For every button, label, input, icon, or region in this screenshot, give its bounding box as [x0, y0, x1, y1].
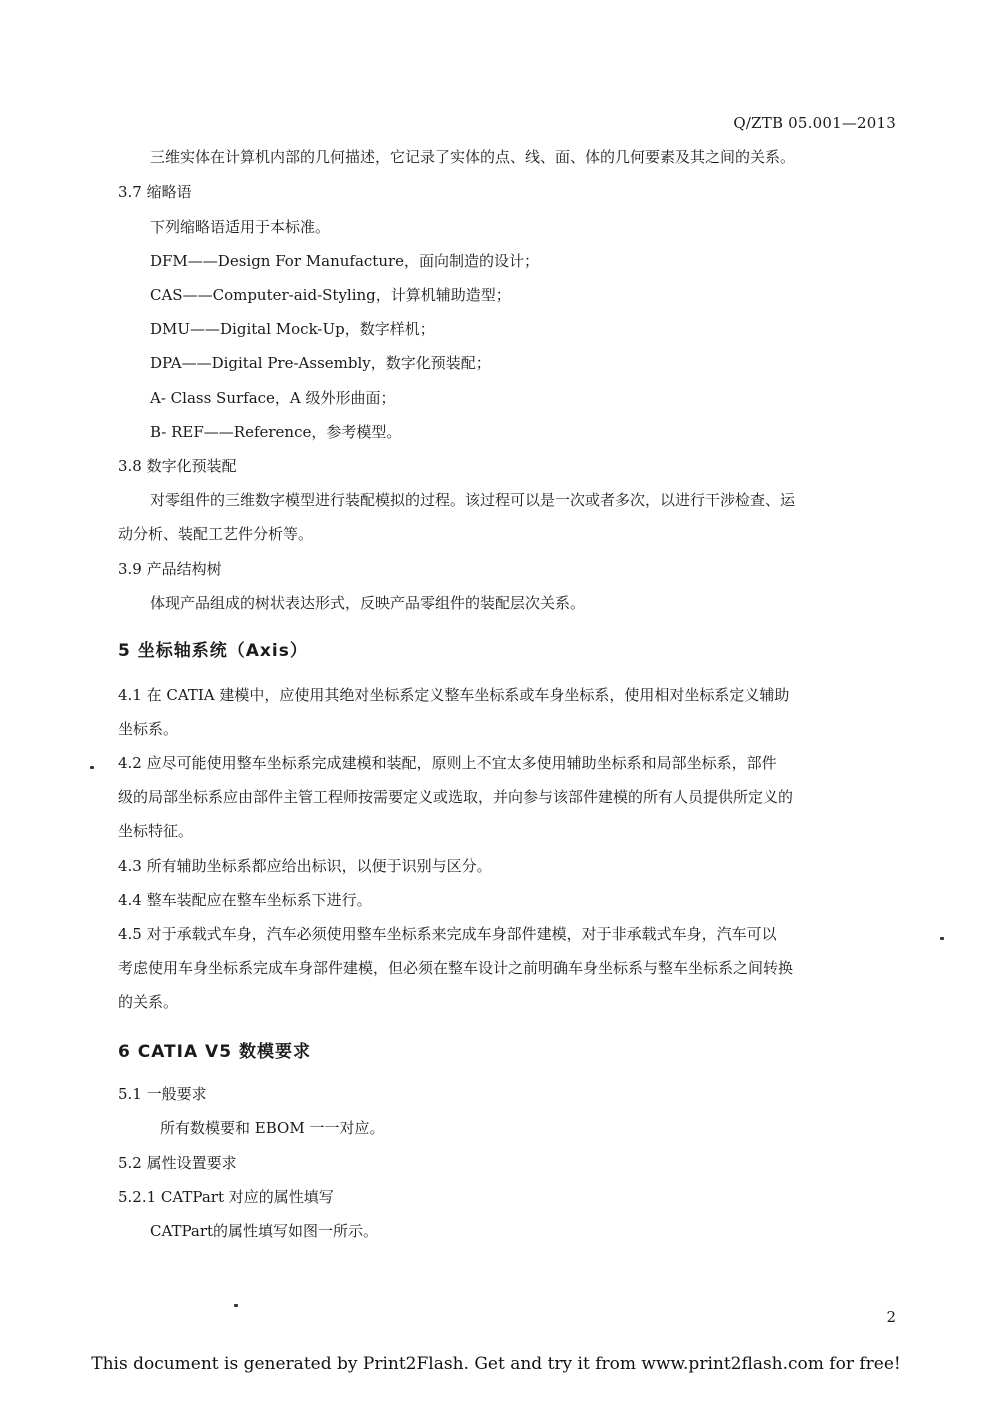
paragraph-line: CATPart的属性填写如图一所示。 — [150, 1222, 379, 1240]
paragraph-line: 动分析、装配工艺件分析等。 — [118, 525, 314, 543]
scan-speck — [940, 937, 944, 940]
paragraph-line: 下列缩略语适用于本标准。 — [150, 218, 331, 236]
paragraph-line: 4.2 应尽可能使用整车坐标系完成建模和装配，原则上不宜太多使用辅助坐标系和局部坐标系，部件 — [118, 754, 777, 772]
section-heading-5-2: 5.2 属性设置要求 — [118, 1154, 237, 1172]
paragraph-line: 体现产品组成的树状表达形式，反映产品零组件的装配层次关系。 — [150, 594, 586, 612]
section-heading-5-1: 5.1 一般要求 — [118, 1085, 207, 1103]
abbreviation-dmu: DMU——Digital Mock-Up，数字样机； — [150, 320, 435, 338]
paragraph-line: 的关系。 — [118, 993, 179, 1011]
paragraph-line: 对零组件的三维数字模型进行装配模拟的过程。该过程可以是一次或者多次，以进行干涉检查、运 — [150, 491, 796, 509]
abbreviation-b-ref: B- REF——Reference，参考模型。 — [150, 423, 402, 441]
abbreviation-dpa: DPA——Digital Pre-Assembly，数字化预装配； — [150, 354, 491, 372]
chapter-heading-axis: 5 坐标轴系统（Axis） — [118, 641, 308, 661]
abbreviation-dfm: DFM——Design For Manufacture，面向制造的设计； — [150, 252, 540, 270]
paragraph-line: 三维实体在计算机内部的几何描述，它记录了实体的点、线、面、体的几何要素及其之间的关系。 — [150, 148, 796, 166]
scan-speck — [90, 766, 94, 769]
scan-speck — [234, 1304, 238, 1307]
paragraph-line: 坐标系。 — [118, 720, 179, 738]
section-heading-3-8: 3.8 数字化预装配 — [118, 457, 237, 475]
abbreviation-cas: CAS——Computer-aid-Styling，计算机辅助造型； — [150, 286, 511, 304]
page-number: 2 — [886, 1308, 896, 1326]
chapter-heading-catia: 6 CATIA V5 数模要求 — [118, 1042, 311, 1062]
paragraph-line: 级的局部坐标系应由部件主管工程师按需要定义或选取，并向参与该部件建模的所有人员提供所定义的 — [118, 788, 794, 806]
paragraph-line: 4.3 所有辅助坐标系都应给出标识，以便于识别与区分。 — [118, 857, 492, 875]
paragraph-line: 4.1 在 CATIA 建模中，应使用其绝对坐标系定义整车坐标系或车身坐标系，使用相对坐标系定义辅助 — [118, 686, 790, 704]
paragraph-line: 4.5 对于承载式车身，汽车必须使用整车坐标系来完成车身部件建模，对于非承载式车身，汽车可以 — [118, 925, 777, 943]
paragraph-line: 考虑使用车身坐标系完成车身部件建模，但必须在整车设计之前明确车身坐标系与整车坐标系之间转换 — [118, 959, 794, 977]
section-heading-3-7: 3.7 缩略语 — [118, 183, 192, 201]
paragraph-line: 4.4 整车装配应在整车坐标系下进行。 — [118, 891, 372, 909]
section-heading-3-9: 3.9 产品结构树 — [118, 560, 222, 578]
abbreviation-a-class: A- Class Surface，A 级外形曲面； — [150, 389, 396, 407]
paragraph-line: 所有数模要和 EBOM 一一对应。 — [160, 1119, 385, 1137]
document-code: Q/ZTB 05.001—2013 — [733, 114, 896, 132]
section-heading-5-2-1: 5.2.1 CATPart 对应的属性填写 — [118, 1188, 334, 1206]
print2flash-footer: This document is generated by Print2Flash. Get and try it from www.print2flash.com for free! — [91, 1354, 901, 1374]
paragraph-line: 坐标特征。 — [118, 822, 194, 840]
